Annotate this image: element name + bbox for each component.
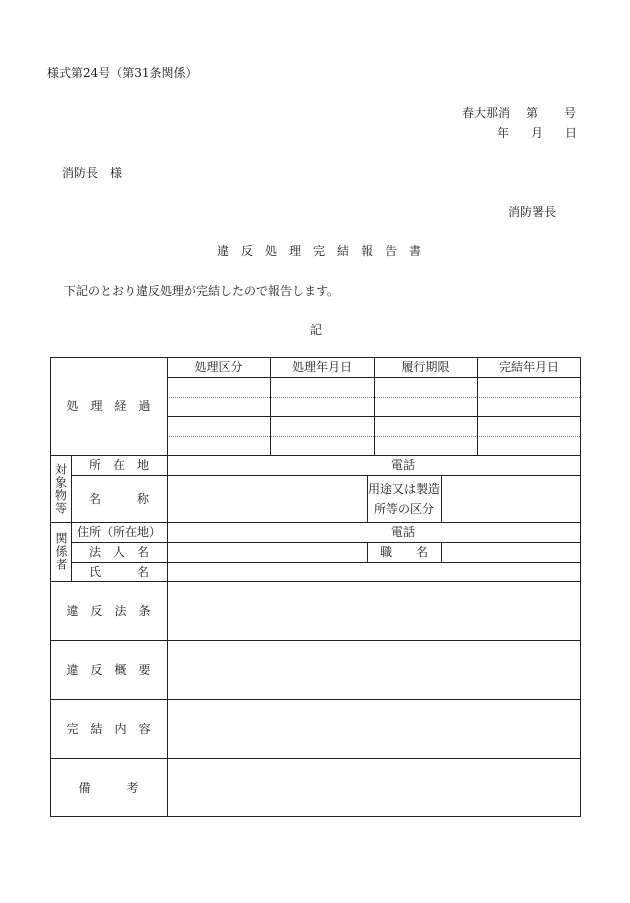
related-corp-label: 法 人 名 <box>88 545 149 559</box>
form-number: 様式第24号（第31条関係） <box>47 66 198 80</box>
target-use-label <box>367 475 441 522</box>
related-address-value <box>167 522 380 542</box>
target-group-label <box>50 455 71 522</box>
document-title: 違 反 処 理 完 結 報 告 書 <box>217 244 422 258</box>
process-col-type: 処理区分 <box>194 360 243 374</box>
date-day: 日 <box>565 126 578 140</box>
target-use-label-line1: 用途又は製造 <box>367 481 440 496</box>
target-use-value <box>441 475 581 522</box>
violation-law-value <box>167 581 581 640</box>
process-col-deadline: 履行期限 <box>401 360 450 374</box>
process-col-completion-date: 完結年月日 <box>498 360 559 374</box>
target-location-label: 所 在 地 <box>88 458 149 472</box>
intro-text: 下記のとおり違反処理が完結したので報告します。 <box>64 284 340 298</box>
remarks-label: 備 考 <box>78 780 139 795</box>
related-title-label: 職 名 <box>379 545 428 559</box>
target-name-label: 名 称 <box>88 491 149 506</box>
related-corp-value <box>167 542 367 562</box>
target-location-value <box>167 455 380 475</box>
ki-heading: 記 <box>310 323 323 337</box>
process-label: 処 理 経 過 <box>66 399 151 413</box>
related-group-label <box>50 522 71 581</box>
date-month: 月 <box>531 126 544 140</box>
date-year: 年 <box>497 126 510 140</box>
related-person-value <box>167 562 581 581</box>
addressee: 消防長 様 <box>62 166 123 180</box>
doc-number-office: 春大那消 <box>462 106 511 120</box>
related-address-label: 住所（所在地） <box>76 525 161 539</box>
violation-law-label: 違 反 法 条 <box>66 603 151 618</box>
sender: 消防署長 <box>508 205 557 219</box>
violation-summary-label: 違 反 概 要 <box>66 662 151 677</box>
completion-content-label: 完 結 内 容 <box>66 721 151 736</box>
related-person-label: 氏 名 <box>88 564 149 579</box>
related-phone-value <box>426 522 581 542</box>
target-use-label-line2: 所等の区分 <box>373 501 434 516</box>
target-phone-value <box>426 455 581 475</box>
target-group-text: 対象物等 <box>53 462 68 515</box>
completion-content-value <box>167 699 581 758</box>
process-col-date: 処理年月日 <box>291 360 352 374</box>
target-name-value <box>167 475 367 522</box>
doc-number-dai: 第 <box>526 106 539 120</box>
related-phone-label: 電話 <box>390 525 415 539</box>
violation-summary-value <box>167 640 581 699</box>
related-group-text: 関係者 <box>54 532 68 571</box>
related-title-value <box>441 542 581 562</box>
remarks-value <box>167 758 581 817</box>
process-entries <box>167 377 581 455</box>
target-phone-label: 電話 <box>390 458 415 472</box>
doc-number-go: 号 <box>564 106 577 120</box>
